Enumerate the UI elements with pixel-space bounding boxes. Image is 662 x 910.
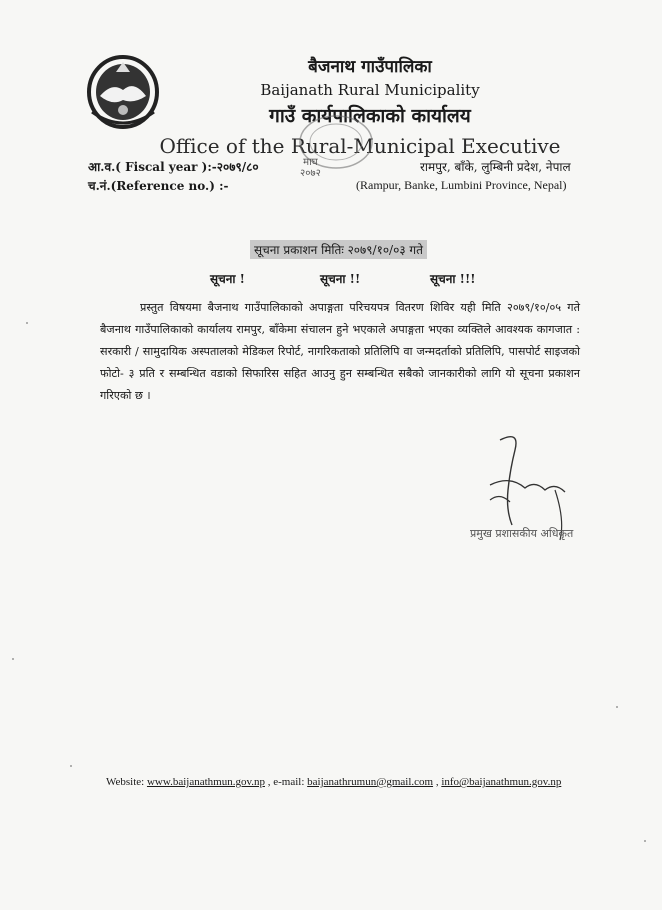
footer-contact bbox=[106, 776, 561, 788]
stamp-date: माघ २०७२ bbox=[300, 157, 321, 179]
email-label: , e-mail: bbox=[267, 776, 305, 788]
nepal-emblem-icon bbox=[86, 52, 160, 130]
email-separator: , bbox=[435, 776, 439, 788]
signatory-title: प्रमुख प्रशासकीय अधिकृत bbox=[470, 527, 574, 540]
website-link[interactable]: www.baijanathmun.gov.np bbox=[146, 776, 265, 788]
fiscal-year: आ.व.( Fiscal year ):-२०७९/८० bbox=[88, 160, 259, 174]
scan-speck bbox=[70, 765, 72, 767]
email-link-2[interactable]: info@baijanathmun.gov.np bbox=[441, 776, 562, 788]
office-name-np: गाउँ कार्यपालिकाको कार्यालय bbox=[269, 105, 471, 127]
website-label: Website: bbox=[106, 776, 145, 788]
notice-heading-1: सूचना ! bbox=[210, 272, 245, 286]
address-np: रामपुर, बाँके, लुम्बिनी प्रदेश, नेपाल bbox=[420, 160, 571, 174]
notice-publish-date: सूचना प्रकाशन मितिः २०७९/१०/०३ गते bbox=[250, 240, 427, 259]
scan-speck bbox=[12, 658, 14, 660]
notice-body: प्रस्तुत विषयमा बैजनाथ गाउँपालिकाको अपाङ्गता परिचयपत्र वितरण शिविर यही मिति २०७९/१०/०५ गते बैजनाथ गाउँपालिकाको कार्यालय रामपुर, बाँकेमा संचालन हुने भएकाले अपाङ्गता भएका व्यक्तिले आवश्यक कागजात : सरकारी / सामुदायिक अस्पतालको मेडिकल रिपोर्ट, नागरिकताको प्रतिलिपि वा जन्मदर्ताको प्रतिलिपि, पासपोर्ट साइजको फोटो- ३ प्रति र सम्बन्धित वडाको सिफारिस सहित आउनु हुन सम्बन्धित सबैको जानकारीको लागि यो सूचना प्रकाशन गरिएको छ । bbox=[100, 301, 580, 402]
scan-speck bbox=[26, 322, 28, 324]
municipality-name-np: बैजनाथ गाउँपालिका bbox=[308, 57, 432, 77]
scan-speck bbox=[616, 706, 618, 708]
scan-speck bbox=[644, 840, 646, 842]
reference-no: च.नं.(Reference no.) :- bbox=[88, 179, 229, 193]
address-en: (Rampur, Banke, Lumbini Province, Nepal) bbox=[356, 178, 567, 192]
office-name-en: Office of the Rural-Municipal Executive bbox=[159, 134, 561, 158]
notice-heading-2: सूचना !! bbox=[320, 272, 361, 286]
notice-heading-3: सूचना !!! bbox=[430, 272, 476, 286]
email-link-1[interactable]: baijanathrumun@gmail.com bbox=[307, 776, 434, 788]
municipality-name-en: Baijanath Rural Municipality bbox=[260, 81, 480, 99]
